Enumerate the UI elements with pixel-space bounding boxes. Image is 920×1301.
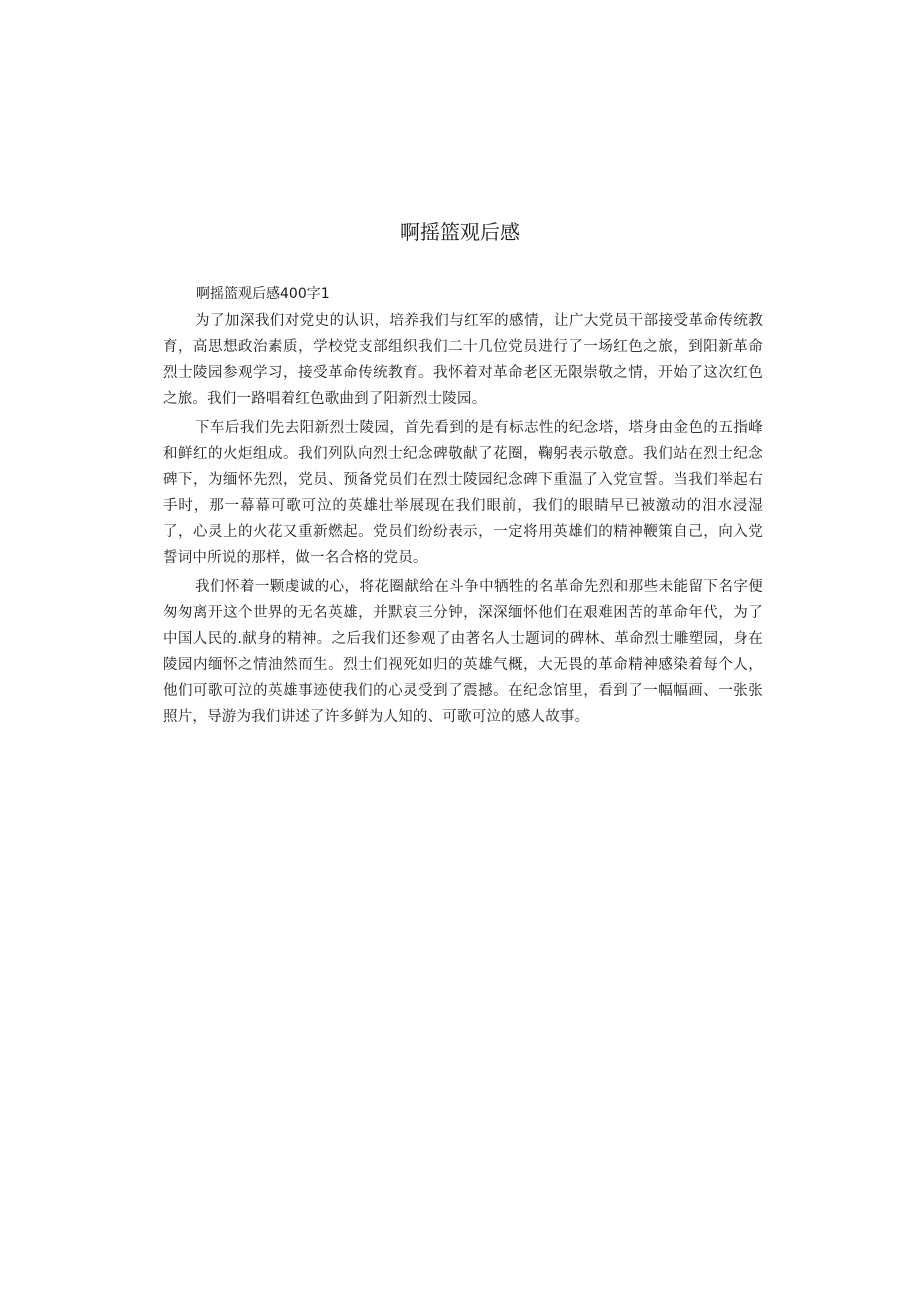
paragraph-2: 下车后我们先去阳新烈士陵园，首先看到的是有标志性的纪念塔，塔身由金色的五指峰和鲜红的火炬组成。我们列队向烈士纪念碑敬献了花圈，鞠躬表示敬意。我们站在烈士纪念碑下，为缅怀先烈，党员、预备党员们在烈士陵园纪念碑下重温了入党宣誓。当我们举起右手时，那一幕幕可歌可泣的英雄壮举展现在我们眼前，我们的眼睛早已被激动的泪水浸湿了，心灵上的火花又重新燃起。党员们纷纷表示，一定将用英雄们的精神鞭策自己，向入党誓词中所说的那样，做一名合格的党员。 <box>163 420 763 566</box>
paragraph-1: 为了加深我们对党史的认识，培养我们与红军的感情，让广大党员干部接受革命传统教育，高思想政治素质，学校党支部组织我们二十几位党员进行了一场红色之旅，到阳新革命烈士陵园参观学习，接受革命传统教育。我怀着对革命老区无限崇敬之情，开始了这次红色之旅。我们一路唱着红色歌曲到了阳新烈士陵园。 <box>163 313 763 407</box>
section-subheading: 啊摇篮观后感400字1 <box>196 286 330 302</box>
page-title: 啊摇篮观后感 <box>400 220 520 244</box>
paragraph-3: 我们怀着一颗虔诚的心，将花圈献给在斗争中牺牲的名革命先烈和那些未能留下名字便匆匆离开这个世界的无名英雄，并默哀三分钟，深深缅怀他们在艰难困苦的革命年代，为了中国人民的.献身的精神。之后我们还参观了由著名人士题词的碑林、革命烈士雕塑园，身在陵园内缅怀之情油然而生。烈士们视死如归的英雄气概，大无畏的革命精神感染着每个人，他们可歌可泣的英雄事迹使我们的心灵受到了震撼。在纪念馆里，看到了一幅幅画、一张张照片，导游为我们讲述了许多鲜为人知的、可歌可泣的感人故事。 <box>163 579 763 725</box>
article-body <box>163 283 763 730</box>
